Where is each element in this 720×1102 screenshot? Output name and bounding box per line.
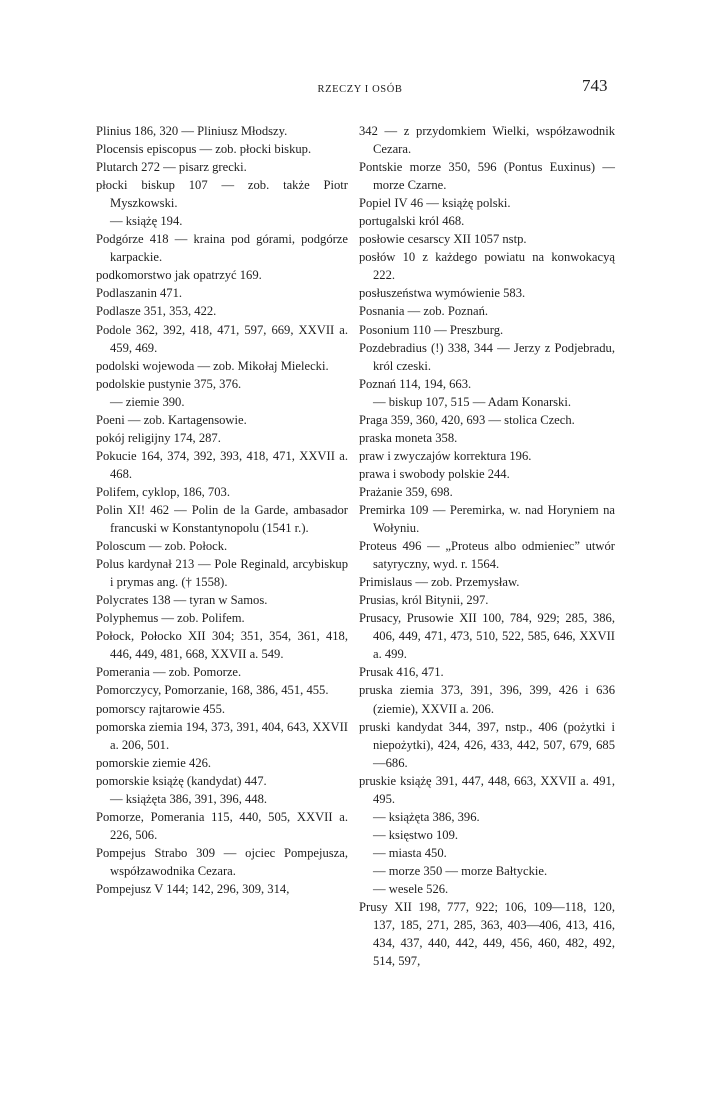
page-header <box>0 0 720 110</box>
index-entry: Podlasze 351, 353, 422. <box>96 304 217 319</box>
index-entry: prawa i swobody polskie 244. <box>359 466 510 481</box>
index-entry: Prusacy, Prusowie XII 100, 784, 929; 285, 386, 406, 449, 471, 473, 510, 522, 585, 646, XXVII a. 499. <box>359 611 615 662</box>
index-entry: podkomorstwo jak opatrzyć 169. <box>96 268 262 283</box>
index-entry: — książęta 386, 396. <box>373 809 480 824</box>
index-entry: — ziemie 390. <box>110 394 185 409</box>
index-entry: Premirka 109 — Peremirka, w. nad Horyniem na Wołyniu. <box>359 502 615 536</box>
index-entry: Pontskie morze 350, 596 (Pontus Euxinus) — morze Czarne. <box>359 160 615 193</box>
index-entry: praw i zwyczajów korrektura 196. <box>359 448 532 463</box>
index-entry: posłowie cesarscy XII 1057 nstp. <box>359 232 527 247</box>
index-entry: podolskie pustynie 375, 376. <box>96 376 242 391</box>
index-entry: pomorscy rajtarowie 455. <box>96 701 226 716</box>
index-entry: Poznań 114, 194, 663. <box>359 376 472 391</box>
index-entry: — biskup 107, 515 — Adam Konarski. <box>373 394 571 409</box>
left-column <box>96 122 348 898</box>
index-entry: Praga 359, 360, 420, 693 — stolica Czech. <box>359 412 575 427</box>
index-entry: posłów 10 z każdego powiatu na konwokacyą 222. <box>359 250 615 283</box>
index-entry: posłuszeństwa wymówienie 583. <box>359 286 526 301</box>
index-entry: Plocensis episcopus — zob. płocki biskup. <box>96 142 312 157</box>
index-entry: Poeni — zob. Kartagensowie. <box>96 412 247 427</box>
index-entry: Prusak 416, 471. <box>359 665 444 680</box>
index-entry: pomorska ziemia 194, 373, 391, 404, 643, XXVII a. 206, 501. <box>96 719 348 752</box>
index-entry: 342 — z przydomkiem Wielki, współzawodnik Cezara. <box>359 124 615 157</box>
index-entry: praska moneta 358. <box>359 430 458 445</box>
index-entry: Polycrates 138 — tyran w Samos. <box>96 593 268 608</box>
index-entry: — wesele 526. <box>373 881 449 896</box>
index-entry: Pompejus Strabo 309 — ojciec Pompejusza, współzawodnika Cezara. <box>96 845 348 878</box>
index-entry: — książę 194. <box>110 214 183 229</box>
index-entry: Posonium 110 — Preszburg. <box>359 322 504 337</box>
index-entry: portugalski król 468. <box>359 214 465 229</box>
index-entry: pomorskie książę (kandydat) 447. <box>96 773 267 788</box>
index-entry: Prażanie 359, 698. <box>359 484 453 499</box>
index-entry: Posnania — zob. Poznań. <box>359 304 489 319</box>
index-entry: Plinius 186, 320 — Pliniusz Młodszy. <box>96 124 288 138</box>
index-entry: — miasta 450. <box>373 845 447 860</box>
page-number: 743 <box>582 76 608 95</box>
right-column <box>359 122 615 970</box>
index-entry: Polus kardynał 213 — Pole Reginald, arcybiskup i prymas ang. († 1558). <box>96 557 348 590</box>
index-entry: Polin XI! 462 — Polin de la Garde, ambasador francuski w Konstantynopolu (1541 r.). <box>96 502 348 536</box>
index-entry: Polyphemus — zob. Polifem. <box>96 611 245 626</box>
index-entry: pomorskie ziemie 426. <box>96 755 212 770</box>
index-entry: Połock, Połocko XII 304; 351, 354, 361, 418, 446, 449, 481, 668, XXVII a. 549. <box>96 629 348 662</box>
index-entry: Pomerania — zob. Pomorze. <box>96 665 242 680</box>
index-entry: — morze 350 — morze Bałtyckie. <box>373 863 548 878</box>
index-entry: Pomorczycy, Pomorzanie, 168, 386, 451, 455. <box>96 683 329 698</box>
running-head: RZECZY I OSÓB <box>317 84 403 95</box>
index-entry: Proteus 496 — „Proteus albo odmieniec” utwór satyryczny, wyd. r. 1564. <box>359 539 615 572</box>
index-entry: pokój religijny 174, 287. <box>96 430 221 445</box>
index-entry: Primislaus — zob. Przemysław. <box>359 575 520 590</box>
index-entry: pruska ziemia 373, 391, 396, 399, 426 i 636 (ziemie), XXVII a. 206. <box>359 683 615 716</box>
index-entry: Pokucie 164, 374, 392, 393, 418, 471, XXVII a. 468. <box>96 448 348 481</box>
index-entry: Prusy XII 198, 777, 922; 106, 109—118, 120, 137, 185, 271, 285, 363, 403—406, 413, 416, 434, 437, 440, 442, 449, 456, 460, 482, 492, 514, 597, <box>359 900 615 969</box>
index-entry: Pozdebradius (!) 338, 344 — Jerzy z Podjebradu, król czeski. <box>359 340 615 373</box>
index-entry: Pompejusz V 144; 142, 296, 309, 314, <box>96 881 290 896</box>
index-entry: pruski kandydat 344, 397, nstp., 406 (pożytki i niepożytki), 424, 426, 433, 442, 507, 679, 685—686. <box>359 719 615 770</box>
index-entry: Plutarch 272 — pisarz grecki. <box>96 160 247 175</box>
index-entry: Popiel IV 46 — książę polski. <box>359 196 511 211</box>
index-entry: Pomorze, Pomerania 115, 440, 505, XXVII a. 226, 506. <box>96 809 348 842</box>
index-entry: pruskie książę 391, 447, 448, 663, XXVII a. 491, 495. <box>359 773 615 806</box>
index-entry: Prusias, król Bitynii, 297. <box>359 593 489 608</box>
index-entry: Podgórze 418 — kraina pod górami, podgórze karpackie. <box>96 232 348 265</box>
index-entry: — księstwo 109. <box>373 827 459 842</box>
index-entry: Polifem, cyklop, 186, 703. <box>96 484 230 499</box>
index-entry: — książęta 386, 391, 396, 448. <box>110 791 268 806</box>
index-entry: Poloscum — zob. Połock. <box>96 539 228 554</box>
index-entry: Podole 362, 392, 418, 471, 597, 669, XXVII a. 459, 469. <box>96 322 348 355</box>
index-entry: podolski wojewoda — zob. Mikołaj Mielecki. <box>96 358 329 373</box>
index-entry: płocki biskup 107 — zob. także Piotr Myszkowski. <box>96 178 348 211</box>
index-entry: Podlaszanin 471. <box>96 286 183 301</box>
